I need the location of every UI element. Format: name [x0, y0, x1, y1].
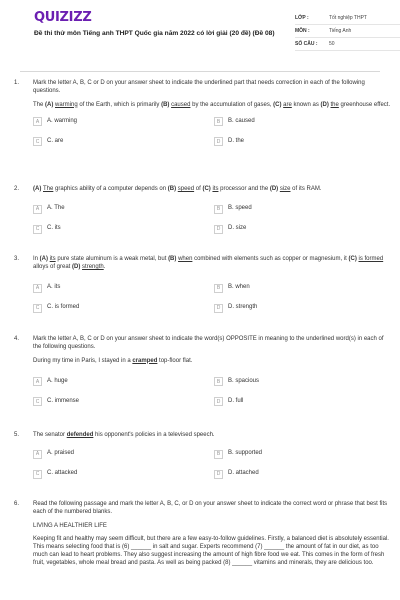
question-stem	[33, 102, 391, 110]
option-b[interactable]	[214, 450, 262, 459]
option-a[interactable]	[33, 205, 65, 214]
option-label: C. immense	[47, 397, 80, 404]
meta-row-question-count	[295, 39, 400, 51]
stem-target-word: defended	[66, 432, 94, 438]
stem-text: processor and the	[218, 186, 270, 192]
option-d[interactable]	[214, 470, 259, 479]
question-stem	[33, 358, 391, 366]
meta-key: LỚP :	[295, 15, 309, 22]
stem-underlined-word: its	[49, 256, 56, 262]
option-label: C. are	[47, 137, 64, 144]
options-group	[33, 205, 373, 234]
stem-marker: (A)	[45, 101, 56, 108]
options-group	[33, 284, 373, 313]
stem-text: of the Earth, which is primarily	[77, 101, 162, 108]
option-d[interactable]	[214, 225, 246, 234]
stem-marker: (C)	[348, 256, 359, 262]
stem-text: greenhouse effect.	[338, 101, 391, 108]
question-stem	[33, 186, 391, 194]
option-letter-box: D	[214, 470, 223, 479]
stem-text: During my time in Paris, I stayed in a	[33, 357, 133, 364]
meta-row-subject	[295, 26, 400, 38]
stem-text: The senator	[33, 432, 67, 438]
option-label: A. warming	[47, 117, 78, 124]
passage-title: LIVING A HEALTHIER LIFE	[33, 522, 107, 529]
stem-text: combined with elements such as copper or magnesium, it	[192, 256, 349, 262]
option-label: A. The	[47, 205, 65, 212]
option-b[interactable]	[214, 377, 259, 386]
option-letter-box: C	[33, 304, 42, 313]
stem-underlined-word: its	[212, 186, 219, 192]
option-label: C. is formed	[47, 304, 80, 311]
option-letter-box: D	[214, 304, 223, 313]
option-letter-box: A	[33, 117, 42, 126]
meta-key: MÔN :	[295, 28, 310, 35]
stem-underlined-word: when	[178, 256, 193, 262]
stem-underlined-word: the	[330, 101, 339, 108]
stem-underlined-word: is formed	[358, 256, 384, 262]
option-a[interactable]	[33, 377, 68, 386]
stem-underlined-word: warming	[55, 101, 78, 108]
meta-table	[295, 13, 400, 52]
option-letter-box: A	[33, 205, 42, 214]
stem-underlined-word: size	[279, 186, 291, 192]
option-a[interactable]	[33, 117, 77, 126]
option-letter-box: D	[214, 397, 223, 406]
question-5	[14, 432, 392, 479]
option-label: B. spacious	[228, 377, 260, 384]
stem-text: The	[33, 101, 46, 108]
stem-marker: (B)	[167, 186, 178, 192]
option-c[interactable]	[33, 225, 61, 234]
stem-underlined-word: are	[283, 101, 292, 108]
question-number: 6.	[14, 501, 20, 507]
stem-marker: (D)	[320, 101, 331, 108]
option-c[interactable]	[33, 137, 63, 146]
question-3	[14, 256, 392, 313]
stem-text: of its RAM.	[290, 186, 322, 192]
question-instruction: Mark the letter A, B, C or D on your answer sheet to indicate the word(s) OPPOSITE in meaning to the underlined word(s) in each of the following questions.	[33, 336, 384, 350]
option-label: D. size	[228, 225, 247, 232]
option-b[interactable]	[214, 117, 255, 126]
option-c[interactable]	[33, 304, 79, 313]
option-letter-box: B	[214, 117, 223, 126]
question-stem	[33, 432, 391, 440]
question-6	[14, 501, 392, 574]
option-label: D. attached	[228, 470, 259, 477]
option-letter-box: A	[33, 450, 42, 459]
stem-underlined-word: strength	[82, 263, 104, 270]
meta-value: 50	[329, 41, 335, 48]
stem-underlined-word: caused	[171, 101, 191, 108]
question-instruction: Mark the letter A, B, C or D on your answer sheet to indicate the underlined part that needs correction in each of the following questions.	[33, 80, 365, 94]
option-d[interactable]	[214, 397, 243, 406]
question-instruction: Read the following passage and mark the letter A, B, C, or D on your answer sheet to indicate the correct word or phrase that best fits each of the numbered blanks.	[33, 501, 388, 515]
meta-value: Tốt nghiệp THPT	[329, 15, 367, 22]
stem-text: .	[103, 263, 106, 270]
option-a[interactable]	[33, 284, 60, 293]
option-b[interactable]	[214, 284, 250, 293]
option-label: D. full	[228, 397, 244, 404]
passage-text: Keeping fit and healthy may seem difficult, but there are a few easy-to-follow guidelines. Firstly, a balanced diet is absolutely essential. This means selecting food that is (6) ______ in salt and sugar. Experts recommend (7) ______ the amount of fat in our diet, as too much can lead to heart problems. They also suggest increasing the amount of high fibre food we eat. This comes in the form of fresh fruit, vegetables, whole meal bread and pasta. As well as being packed (8) ______ vitamins and minerals, they are delicious too.	[33, 536, 389, 566]
option-b[interactable]	[214, 205, 252, 214]
option-label: B. caused	[228, 117, 255, 124]
option-label: D. strength	[228, 304, 258, 311]
stem-marker: (A)	[33, 186, 43, 192]
option-letter-box: A	[33, 377, 42, 386]
stem-marker: (D)	[72, 263, 83, 270]
stem-text: alloys of great	[33, 263, 73, 270]
option-a[interactable]	[33, 450, 74, 459]
option-letter-box: B	[214, 284, 223, 293]
quizizz-logo: QUIZIZZ	[34, 10, 92, 25]
question-number: 3.	[14, 256, 20, 262]
option-letter-box: C	[33, 470, 42, 479]
option-label: D. the	[228, 137, 245, 144]
option-letter-box: B	[214, 377, 223, 386]
question-4	[14, 336, 392, 406]
option-letter-box: A	[33, 284, 42, 293]
stem-text: In	[33, 256, 40, 262]
meta-value: Tiếng Anh	[329, 28, 352, 35]
stem-marker: (D)	[269, 186, 280, 192]
stem-text: known as	[291, 101, 321, 108]
option-label: A. its	[47, 284, 61, 291]
question-number: 2.	[14, 186, 20, 192]
option-label: A. praised	[47, 450, 75, 457]
question-1	[14, 80, 392, 146]
option-label: B. supported	[228, 450, 263, 457]
question-number: 1.	[14, 80, 20, 86]
option-c[interactable]	[33, 397, 79, 406]
option-label: B. when	[228, 284, 250, 291]
options-group	[33, 450, 373, 479]
question-number: 5.	[14, 432, 20, 438]
stem-underlined-word: The	[43, 186, 54, 192]
option-letter-box: C	[33, 397, 42, 406]
stem-marker: (C)	[202, 186, 213, 192]
option-label: C. its	[47, 225, 61, 232]
stem-marker: (B)	[168, 256, 179, 262]
option-letter-box: D	[214, 137, 223, 146]
stem-text: his opponent's policies in a televised speech.	[93, 432, 215, 438]
option-label: C. attacked	[47, 470, 78, 477]
worksheet-header	[20, 0, 380, 72]
option-label: A. huge	[47, 377, 68, 384]
stem-text: of	[194, 186, 203, 192]
option-letter-box: B	[214, 205, 223, 214]
option-letter-box: C	[33, 225, 42, 234]
stem-marker: (B)	[161, 101, 172, 108]
option-d[interactable]	[214, 304, 257, 313]
stem-text: by the accumulation of gases,	[190, 101, 274, 108]
meta-key: SỐ CÂU :	[295, 41, 318, 48]
option-letter-box: B	[214, 450, 223, 459]
options-group	[33, 117, 373, 146]
question-number: 4.	[14, 336, 20, 342]
stem-text: pure state aluminum is a weak metal, but	[55, 256, 169, 262]
stem-target-word: cramped	[132, 357, 158, 364]
meta-row-class	[295, 13, 400, 25]
stem-marker: (C)	[273, 101, 284, 108]
options-group	[33, 377, 373, 406]
worksheet-title: Đề thi thử môn Tiếng anh THPT Quốc gia năm 2022 có lời giải (20 đề) (Đề 08)	[34, 30, 275, 37]
option-c[interactable]	[33, 470, 77, 479]
option-letter-box: D	[214, 225, 223, 234]
question-stem	[33, 256, 391, 272]
option-letter-box: C	[33, 137, 42, 146]
stem-marker: (A)	[39, 256, 50, 262]
question-2	[14, 186, 392, 234]
stem-text: top-floor flat.	[157, 357, 193, 364]
stem-text: graphics ability of a computer depends on	[53, 186, 168, 192]
stem-underlined-word: speed	[177, 186, 195, 192]
option-d[interactable]	[214, 137, 244, 146]
option-label: B. speed	[228, 205, 252, 212]
